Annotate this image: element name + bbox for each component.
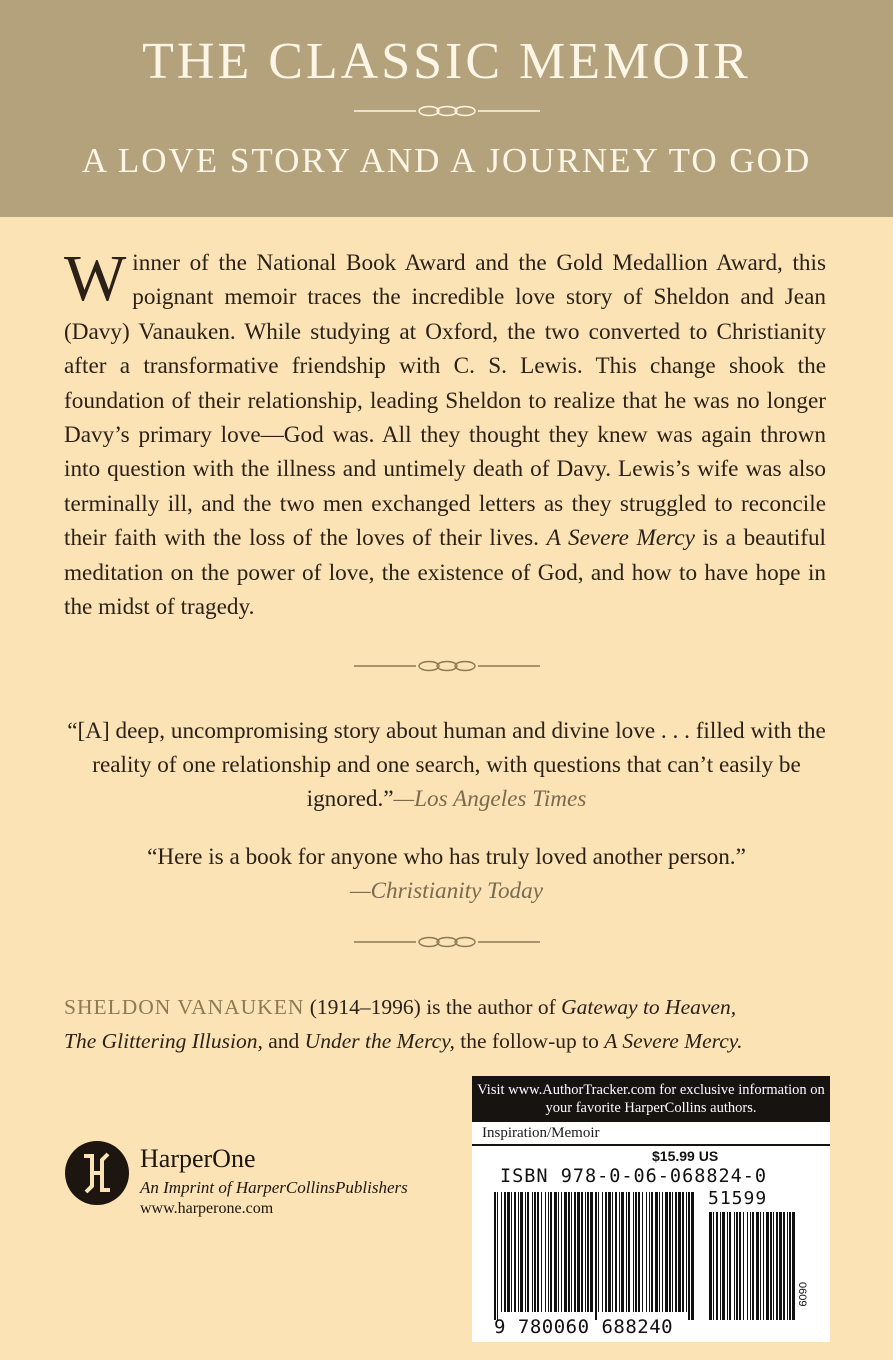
drop-cap: W [64, 242, 127, 315]
bio-text: and [262, 1029, 305, 1053]
quote-source: —Christianity Today [349, 878, 544, 904]
author-name: SHELDON VANAUKEN [64, 995, 305, 1019]
bio-book-title: The Glittering Illusion, [64, 1029, 263, 1053]
publisher-url: www.harperone.com [140, 1200, 274, 1217]
price-code: 51599 [708, 1188, 768, 1209]
category-label: Inspiration/Memoir [472, 1122, 830, 1146]
publisher-name: HarperOne [140, 1144, 256, 1173]
side-code: 0609 [796, 1282, 808, 1307]
book-description [64, 242, 826, 624]
bio-book-title: A Severe Mercy. [604, 1029, 743, 1053]
isbn-label: ISBN 978-0-06-068824-0 [500, 1166, 768, 1187]
review-quote-1 [40, 714, 853, 816]
harperone-logo-icon [64, 1140, 130, 1206]
publisher-block [64, 1140, 464, 1230]
header-band [0, 0, 893, 217]
author-bio [64, 990, 844, 1058]
header-ornament-icon [354, 104, 540, 118]
quote-text: “Here is a book for anyone who has truly loved another person.” [147, 844, 746, 870]
description-book-title: A Severe Mercy [546, 525, 695, 552]
publisher-imprint: An Imprint of HarperCollinsPublishers [140, 1178, 408, 1197]
description-text-start: inner of the National Book Award and the Gold Medallion Award, this poignant memoir traces the incredible love story of Sheldon and Jean (Davy) Vanauken. While studying at Oxford, the two converted to Christianity after a transformative friendship with C. S. Lewis. This change shook the foundation of their relationship, leading Sheldon to realize that he was no longer Davy’s primary love—God was. All they thought they knew was again thrown into question with the illness and untimely death of Davy. Lewis’s wife was also terminally ill, and the two men exchanged letters as they struggled to reconcile their faith with the loss of the loves of their lives. [64, 250, 826, 552]
ean-number: 9 780060 688240 [494, 1316, 674, 1338]
author-tracker-notice: Visit www.AuthorTracker.com for exclusive information on your favorite HarperCollins authors. [472, 1076, 830, 1122]
bio-book-title: Gateway to Heaven, [561, 995, 737, 1019]
description-text-end: is a beautiful meditation on the power of love, the existence of God, and how to have hope in the midst of tragedy. [64, 525, 826, 621]
bio-text: (1914–1996) is the author of [304, 995, 562, 1019]
quote-source: —Los Angeles Times [393, 786, 587, 812]
price-label: $15.99 US [652, 1148, 719, 1164]
divider-ornament-icon [354, 935, 540, 949]
divider-ornament-icon [354, 659, 540, 673]
cover-subtitle: A LOVE STORY AND A JOURNEY TO GOD [81, 141, 812, 180]
barcode-panel [472, 1076, 830, 1342]
barcode-bars-icon [472, 1076, 830, 1342]
quote-text: “[A] deep, uncompromising story about human and divine love . . . filled with the reality of one relationship and one search, with questions that can’t easily be ignored.” [67, 718, 826, 812]
bio-book-title: Under the Mercy, [304, 1029, 455, 1053]
cover-tagline: THE CLASSIC MEMOIR [142, 33, 751, 90]
bio-text: the follow-up to [454, 1029, 605, 1053]
review-quote-2 [40, 840, 853, 908]
